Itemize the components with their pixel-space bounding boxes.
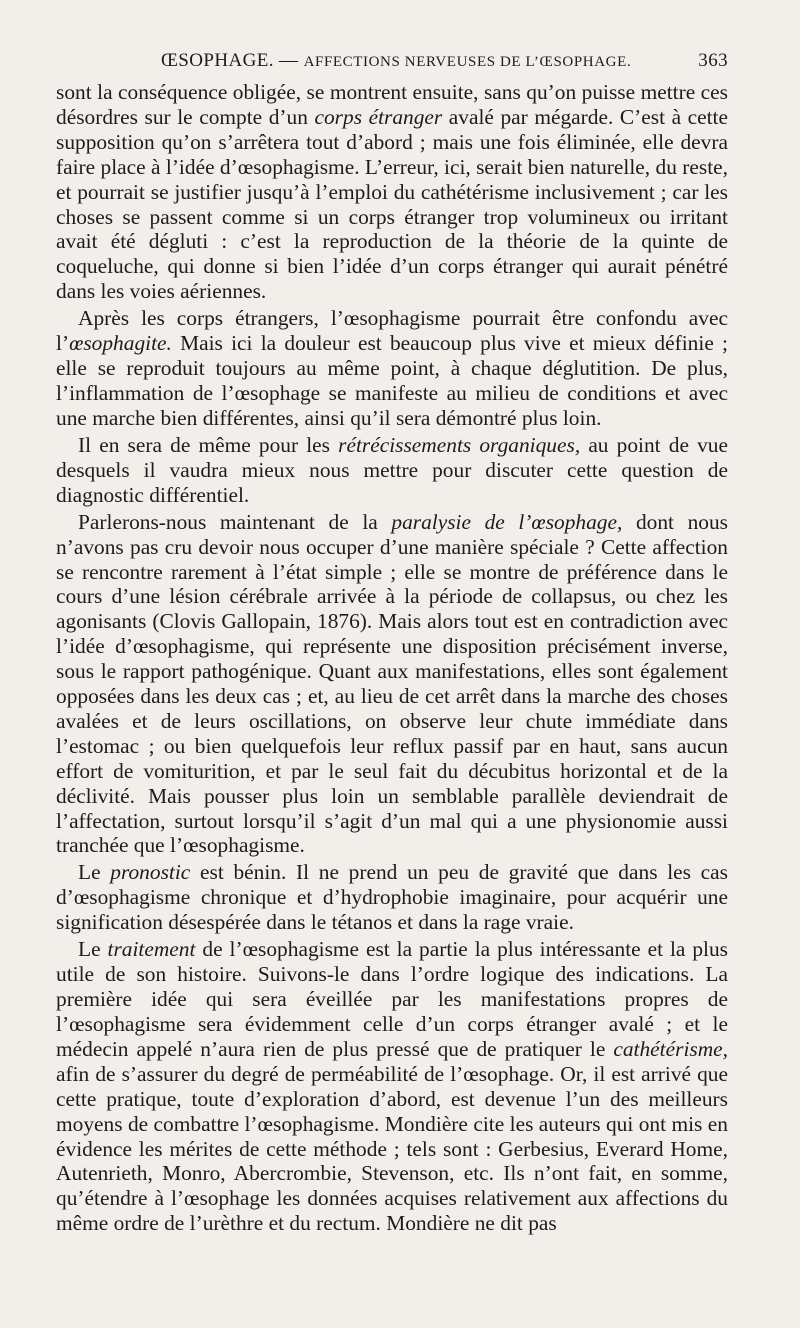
paragraph xyxy=(56,80,728,304)
text-run: Après les corps étrangers, l’œsophagisme pourrait être confondu avec l’ xyxy=(56,306,728,356)
running-title-dash: — xyxy=(273,50,304,71)
italic-term: pronostic xyxy=(110,860,191,885)
text-run: sont la conséquence obligée, se montrent ensuite, sans qu’on puisse mettre ces désordres sur le compte d’un xyxy=(56,80,728,129)
italic-term: traitement xyxy=(107,937,196,962)
italic-term: corps étranger xyxy=(314,104,443,129)
paragraph xyxy=(56,510,728,859)
running-title-main: ŒSOPHAGE. xyxy=(161,50,274,71)
italic-term: rétrécissements organiques, xyxy=(338,432,581,457)
text-run: est bénin. Il ne prend un peu de gravité que dans les cas d’œsophagisme chronique et d’hydrophobie imaginaire, pour acquérir une signification désespérée dans le tétanos et dans la rage vraie. xyxy=(56,860,728,935)
text-run: afin de s’assurer du degré de perméabilité de l’œsophage. Or, il est arrivé que cette pratique, toute d’exploration d’abord, est devenue l’un des meilleurs moyens de combattre l’œsophagisme. Mondière cite les auteurs qui ont mis en évidence les mérites de cette méthode ; tels sont : Gerbesius, Everard Home, Autenrieth, Monro, Abercrombie, Stevenson, etc. Ils n’ont fait, en somme, qu’étendre à l’œsophage les données acquises relativement aux affections du même ordre de l’urèthre et du rectum. Mondière ne dit pas xyxy=(56,1061,728,1236)
text-run: dont nous n’avons pas cru devoir nous occuper d’une manière spéciale ? Cette affection se rencontre rarement à l’état simple ; elle se montre de préférence dans le cours d’une lésion cérébrale arrivée à la période de collapsus, ou chez les agonisants (Clovis Gallopain, 1876). Mais alors tout est en contradiction avec l’idée d’œsophagisme, qui représente une disposition précisément inverse, sous le rapport pathogénique. Quant aux manifestations, elles sont également opposées dans les deux cas ; et, au lieu de cet arrêt dans la marche des choses avalées et de leurs oscillations, on observe leur chute immédiate dans l’estomac ; ou bien quelquefois leur reflux passif par en haut, sans aucun effort de vomiturition, et par le seul fait du décubitus horizontal et de la déclivité. Mais pousser plus loin un semblable parallèle deviendrait de l’affectation, surtout lorsqu’il s’agit d’un mal qui a une physionomie aussi tranchée que l’œsophagisme. xyxy=(56,509,728,858)
text-run: Le xyxy=(78,937,108,962)
paragraph xyxy=(56,433,728,508)
body-text xyxy=(56,80,728,1238)
running-header xyxy=(56,50,728,76)
paragraph xyxy=(56,860,728,935)
running-title xyxy=(161,50,631,72)
page-number: 363 xyxy=(698,50,728,71)
paragraph xyxy=(56,937,728,1236)
text-run: avalé par mégarde. C’est à cette supposition qu’on s’arrêtera tout d’abord ; mais une fois éliminée, elle devra faire place à l’idée d’œsophagisme. L’erreur, ici, serait bien naturelle, du reste, et pourrait se justifier jusqu’à l’emploi du cathétérisme inclusivement ; car les choses se passent comme si un corps étranger trop volumineux ou irritant avait été dégluti : c’est la reproduction de la théorie de la quinte de coqueluche, qui donne si bien l’idée d’un corps étranger qui aurait pénétré dans les voies aériennes. xyxy=(56,104,728,304)
text-run: au point de vue desquels il vaudra mieux nous mettre pour discuter cette question de diagnostic différentiel. xyxy=(56,432,728,507)
running-title-sub: AFFECTIONS NERVEUSES DE L’ŒSOPHAGE. xyxy=(303,54,632,70)
text-run: Le xyxy=(78,860,111,885)
italic-term: cathétérisme, xyxy=(613,1036,728,1061)
text-run: Parlerons-nous maintenant de la xyxy=(78,509,392,534)
text-run: de l’œsophagisme est la partie la plus intéressante et la plus utile de son histoire. Suivons-le dans l’ordre logique des indications. La première idée qui sera éveillée par les manifestations propres de l’œsophagisme sera évidemment celle d’un corps étranger avalé ; et le médecin appelé n’aura rien de plus pressé que de pratiquer le xyxy=(56,937,728,1061)
italic-term: œsophagite. xyxy=(69,331,172,356)
text-run: Il en sera de même pour les xyxy=(78,432,339,457)
italic-term: paralysie de l’œsophage, xyxy=(391,509,623,534)
paragraph xyxy=(56,306,728,431)
text-run: Mais ici la douleur est beaucoup plus vive et mieux définie ; elle se reproduit toujours au même point, à chaque déglutition. De plus, l’inflammation de l’œsophage se manifeste au milieu de conditions et avec une marche bien différentes, ainsi qu’il sera démontré plus loin. xyxy=(56,331,728,430)
